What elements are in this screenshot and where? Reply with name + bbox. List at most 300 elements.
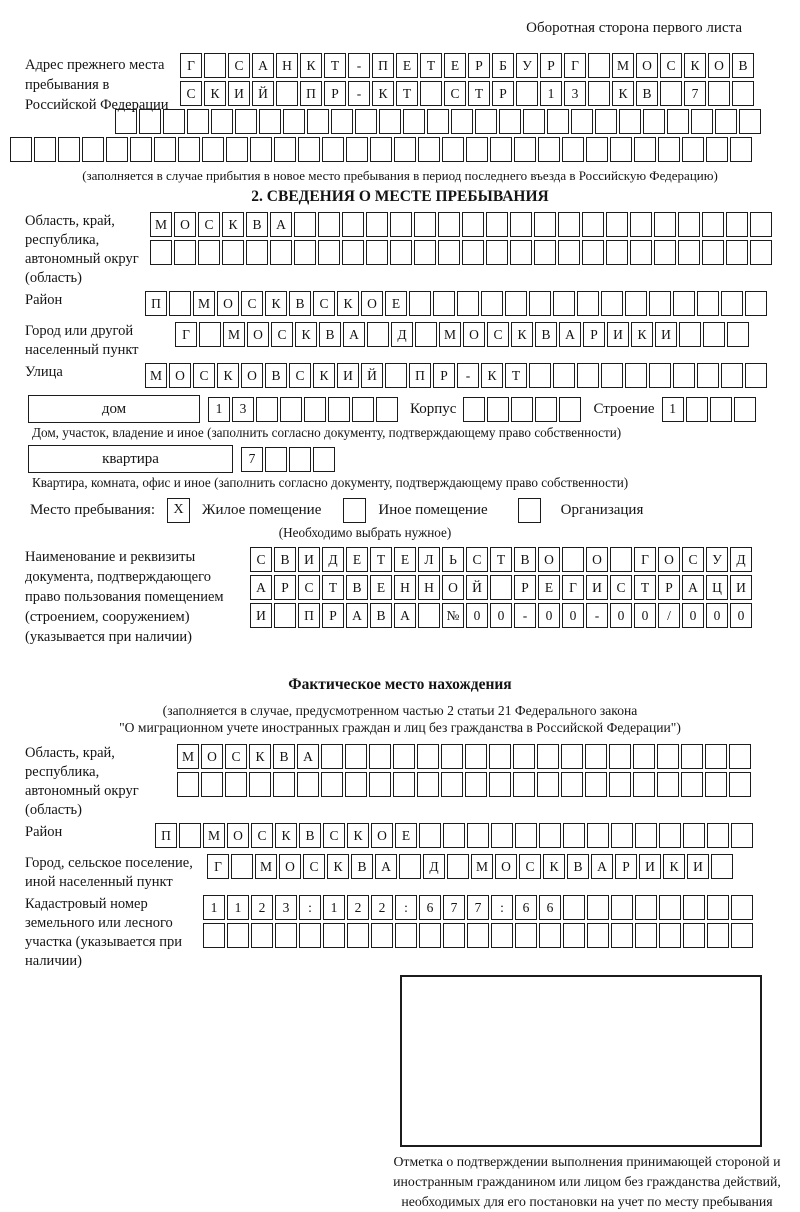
char-cell: В bbox=[346, 575, 368, 600]
char-cell bbox=[438, 240, 460, 265]
char-cell: № bbox=[442, 603, 464, 628]
char-cell: С bbox=[682, 547, 704, 572]
char-cell bbox=[697, 363, 719, 388]
char-cell: Р bbox=[468, 53, 490, 78]
char-cell bbox=[586, 137, 608, 162]
char-cell: 1 bbox=[540, 81, 562, 106]
char-cell bbox=[251, 923, 273, 948]
char-cell bbox=[659, 823, 681, 848]
char-cell bbox=[515, 923, 537, 948]
char-cell: Р bbox=[324, 81, 346, 106]
char-cell: 7 bbox=[241, 447, 263, 472]
char-cell bbox=[318, 212, 340, 237]
stay-type-row bbox=[30, 497, 800, 523]
char-cell: П bbox=[409, 363, 431, 388]
char-cell: И bbox=[250, 603, 272, 628]
char-cell bbox=[611, 823, 633, 848]
char-cell: К bbox=[313, 363, 335, 388]
char-cell bbox=[499, 109, 521, 134]
char-cell bbox=[609, 744, 631, 769]
actual-location-note-2: "О миграционном учете иностранных граждан и лиц без гражданства в Российской Федерации") bbox=[119, 720, 681, 735]
previous-address-row-4 bbox=[10, 137, 800, 162]
char-cell bbox=[307, 109, 329, 134]
korpus-cells bbox=[463, 397, 583, 422]
char-cell bbox=[619, 109, 641, 134]
cadastre-label: Кадастровый номер земельного или лесного участка (указывается при наличии) bbox=[25, 896, 182, 969]
char-cell bbox=[601, 363, 623, 388]
char-cell bbox=[370, 137, 392, 162]
char-cell bbox=[390, 240, 412, 265]
char-cell bbox=[441, 772, 463, 797]
char-cell: Е bbox=[395, 823, 417, 848]
char-cell: Т bbox=[324, 53, 346, 78]
char-cell bbox=[420, 81, 442, 106]
char-cell bbox=[371, 923, 393, 948]
cadastre-row-2 bbox=[203, 923, 755, 948]
char-cell: 0 bbox=[562, 603, 584, 628]
char-cell bbox=[414, 212, 436, 237]
char-cell bbox=[490, 137, 512, 162]
char-cell bbox=[231, 854, 253, 879]
char-cell bbox=[226, 137, 248, 162]
char-cell: В bbox=[265, 363, 287, 388]
char-cell bbox=[702, 212, 724, 237]
char-cell bbox=[505, 291, 527, 316]
char-cell bbox=[177, 772, 199, 797]
char-cell bbox=[395, 923, 417, 948]
char-cell: К bbox=[511, 322, 533, 347]
char-cell bbox=[318, 240, 340, 265]
char-cell: В bbox=[246, 212, 268, 237]
char-cell: : bbox=[299, 895, 321, 920]
char-cell bbox=[10, 137, 32, 162]
char-cell bbox=[265, 447, 287, 472]
char-cell bbox=[487, 397, 509, 422]
char-cell bbox=[256, 397, 278, 422]
char-cell bbox=[297, 772, 319, 797]
char-cell bbox=[660, 81, 682, 106]
char-cell bbox=[376, 397, 398, 422]
house-number-cells bbox=[208, 397, 400, 422]
char-cell bbox=[467, 823, 489, 848]
char-cell: Й bbox=[252, 81, 274, 106]
char-cell: Г bbox=[175, 322, 197, 347]
char-cell bbox=[342, 212, 364, 237]
char-cell: Ц bbox=[706, 575, 728, 600]
char-cell: 2 bbox=[251, 895, 273, 920]
char-cell bbox=[582, 240, 604, 265]
char-cell bbox=[601, 291, 623, 316]
char-cell: М bbox=[145, 363, 167, 388]
char-cell: О bbox=[586, 547, 608, 572]
char-cell: О bbox=[241, 363, 263, 388]
char-cell bbox=[82, 137, 104, 162]
char-cell: Е bbox=[394, 547, 416, 572]
region-field bbox=[0, 212, 800, 288]
house-note: Дом, участок, владение и иное (заполнить согласно документу, подтверждающему право собственности) bbox=[32, 425, 622, 440]
char-cell bbox=[726, 240, 748, 265]
actual-location-title: Фактическое место нахождения bbox=[288, 676, 512, 693]
char-cell: Г bbox=[562, 575, 584, 600]
char-cell: С bbox=[444, 81, 466, 106]
char-cell: В bbox=[732, 53, 754, 78]
document-row-3 bbox=[250, 603, 800, 628]
char-cell bbox=[294, 240, 316, 265]
char-cell bbox=[649, 291, 671, 316]
char-cell: О bbox=[538, 547, 560, 572]
char-cell bbox=[313, 447, 335, 472]
previous-address-row-2 bbox=[180, 81, 800, 106]
char-cell bbox=[561, 744, 583, 769]
char-cell: С bbox=[180, 81, 202, 106]
char-cell: О bbox=[201, 744, 223, 769]
char-cell: 7 bbox=[684, 81, 706, 106]
char-cell: Р bbox=[274, 575, 296, 600]
char-cell bbox=[730, 137, 752, 162]
char-cell: К bbox=[265, 291, 287, 316]
actual-city-label: Город, сельское поселение, иной населенный пункт bbox=[25, 855, 193, 890]
char-cell bbox=[418, 603, 440, 628]
char-cell bbox=[390, 212, 412, 237]
char-cell bbox=[419, 923, 441, 948]
apartment-cells bbox=[241, 447, 337, 472]
char-cell: О bbox=[636, 53, 658, 78]
char-cell bbox=[630, 212, 652, 237]
char-cell bbox=[562, 547, 584, 572]
char-cell bbox=[585, 744, 607, 769]
char-cell bbox=[726, 212, 748, 237]
char-cell bbox=[465, 744, 487, 769]
char-cell bbox=[523, 109, 545, 134]
char-cell bbox=[321, 744, 343, 769]
char-cell: М bbox=[255, 854, 277, 879]
region-row-1 bbox=[150, 212, 774, 237]
char-cell: 6 bbox=[539, 895, 561, 920]
char-cell: Р bbox=[433, 363, 455, 388]
char-cell bbox=[342, 240, 364, 265]
char-cell bbox=[711, 854, 733, 879]
char-cell bbox=[225, 772, 247, 797]
char-cell: С bbox=[271, 322, 293, 347]
char-cell bbox=[345, 744, 367, 769]
city-field bbox=[0, 322, 800, 360]
char-cell: М bbox=[177, 744, 199, 769]
char-cell bbox=[588, 81, 610, 106]
char-cell bbox=[657, 744, 679, 769]
char-cell bbox=[727, 322, 749, 347]
apartment-labelbox: квартира bbox=[28, 445, 233, 473]
stay-type-checkbox-organization bbox=[518, 498, 541, 523]
char-cell: 0 bbox=[706, 603, 728, 628]
char-cell: : bbox=[491, 895, 513, 920]
stay-type-label: Место пребывания: bbox=[30, 501, 155, 518]
char-cell: В bbox=[535, 322, 557, 347]
previous-address-block bbox=[0, 53, 800, 167]
char-cell bbox=[587, 923, 609, 948]
document-row-2 bbox=[250, 575, 800, 600]
char-cell: С bbox=[228, 53, 250, 78]
char-cell: И bbox=[607, 322, 629, 347]
char-cell: В bbox=[514, 547, 536, 572]
char-cell: С bbox=[289, 363, 311, 388]
char-cell bbox=[643, 109, 665, 134]
char-cell: Е bbox=[385, 291, 407, 316]
char-cell bbox=[355, 109, 377, 134]
char-cell bbox=[250, 137, 272, 162]
char-cell bbox=[394, 137, 416, 162]
char-cell bbox=[486, 212, 508, 237]
char-cell bbox=[633, 744, 655, 769]
char-cell: 2 bbox=[371, 895, 393, 920]
char-cell bbox=[609, 772, 631, 797]
stay-type-checkbox-residential: X bbox=[167, 498, 190, 523]
char-cell: П bbox=[145, 291, 167, 316]
char-cell: О bbox=[463, 322, 485, 347]
char-cell bbox=[697, 291, 719, 316]
char-cell bbox=[731, 823, 753, 848]
char-cell: В bbox=[319, 322, 341, 347]
char-cell bbox=[745, 363, 767, 388]
document-label: Наименование и реквизиты документа, подтверждающего право пользования помещением (строением, сооружением) (указывается при наличии) bbox=[25, 549, 224, 645]
stay-type-note: (Необходимо выбрать нужное) bbox=[278, 525, 452, 540]
char-cell bbox=[649, 363, 671, 388]
char-cell bbox=[187, 109, 209, 134]
char-cell bbox=[491, 823, 513, 848]
char-cell bbox=[610, 137, 632, 162]
apartment-row bbox=[28, 445, 800, 473]
char-cell: - bbox=[348, 81, 370, 106]
char-cell bbox=[475, 109, 497, 134]
char-cell: К bbox=[481, 363, 503, 388]
char-cell bbox=[558, 212, 580, 237]
char-cell bbox=[34, 137, 56, 162]
char-cell: М bbox=[612, 53, 634, 78]
char-cell: А bbox=[682, 575, 704, 600]
char-cell bbox=[280, 397, 302, 422]
char-cell: К bbox=[217, 363, 239, 388]
char-cell: М bbox=[471, 854, 493, 879]
char-cell bbox=[705, 772, 727, 797]
char-cell bbox=[678, 240, 700, 265]
char-cell: К bbox=[249, 744, 271, 769]
confirmation-mark-caption: Отметка о подтверждении выполнения принимающей стороной и иностранным гражданином или лицом без гражданства действий, необходимых для его постановки на учет по месту пребывания bbox=[393, 1154, 781, 1209]
char-cell: Т bbox=[370, 547, 392, 572]
char-cell: А bbox=[591, 854, 613, 879]
char-cell bbox=[515, 823, 537, 848]
char-cell: В bbox=[370, 603, 392, 628]
char-cell bbox=[658, 137, 680, 162]
char-cell: Б bbox=[492, 53, 514, 78]
char-cell: 1 bbox=[208, 397, 230, 422]
char-cell bbox=[298, 137, 320, 162]
char-cell: Д bbox=[391, 322, 413, 347]
char-cell bbox=[537, 772, 559, 797]
char-cell: Т bbox=[322, 575, 344, 600]
char-cell: П bbox=[372, 53, 394, 78]
actual-city-field bbox=[0, 854, 800, 892]
char-cell bbox=[514, 137, 536, 162]
char-cell bbox=[323, 923, 345, 948]
actual-district-field bbox=[0, 823, 800, 851]
cadastre-row-1 bbox=[203, 895, 755, 920]
char-cell bbox=[750, 212, 772, 237]
char-cell bbox=[409, 291, 431, 316]
char-cell: 3 bbox=[275, 895, 297, 920]
char-cell bbox=[625, 291, 647, 316]
char-cell: Р bbox=[583, 322, 605, 347]
char-cell bbox=[705, 744, 727, 769]
char-cell: В bbox=[299, 823, 321, 848]
char-cell bbox=[490, 575, 512, 600]
char-cell: И bbox=[639, 854, 661, 879]
char-cell: Т bbox=[468, 81, 490, 106]
char-cell: П bbox=[298, 603, 320, 628]
char-cell bbox=[721, 291, 743, 316]
char-cell bbox=[106, 137, 128, 162]
char-cell: 0 bbox=[610, 603, 632, 628]
char-cell bbox=[299, 923, 321, 948]
char-cell bbox=[489, 772, 511, 797]
char-cell bbox=[447, 854, 469, 879]
char-cell bbox=[707, 895, 729, 920]
char-cell bbox=[367, 322, 389, 347]
char-cell: Л bbox=[418, 547, 440, 572]
char-cell: Д bbox=[322, 547, 344, 572]
char-cell bbox=[204, 53, 226, 78]
house-labelbox: дом bbox=[28, 395, 200, 423]
char-cell: Е bbox=[444, 53, 466, 78]
char-cell: О bbox=[495, 854, 517, 879]
district-row bbox=[145, 291, 769, 316]
char-cell: И bbox=[337, 363, 359, 388]
char-cell bbox=[553, 363, 575, 388]
street-row bbox=[145, 363, 769, 388]
char-cell: 1 bbox=[323, 895, 345, 920]
char-cell: Ь bbox=[442, 547, 464, 572]
char-cell: 1 bbox=[662, 397, 684, 422]
char-cell bbox=[673, 291, 695, 316]
char-cell: Е bbox=[370, 575, 392, 600]
city-row bbox=[175, 322, 751, 347]
char-cell bbox=[659, 923, 681, 948]
section2-title: 2. СВЕДЕНИЯ О МЕСТЕ ПРЕБЫВАНИЯ bbox=[251, 188, 549, 205]
char-cell: В bbox=[567, 854, 589, 879]
char-cell bbox=[403, 109, 425, 134]
char-cell bbox=[203, 923, 225, 948]
char-cell bbox=[249, 772, 271, 797]
char-cell: Д bbox=[730, 547, 752, 572]
char-cell: 0 bbox=[538, 603, 560, 628]
cadastre-field bbox=[0, 895, 800, 971]
char-cell: М bbox=[150, 212, 172, 237]
char-cell bbox=[415, 322, 437, 347]
char-cell bbox=[457, 291, 479, 316]
char-cell bbox=[739, 109, 761, 134]
char-cell bbox=[259, 109, 281, 134]
char-cell: 1 bbox=[203, 895, 225, 920]
char-cell: М bbox=[193, 291, 215, 316]
char-cell bbox=[750, 240, 772, 265]
char-cell: Т bbox=[420, 53, 442, 78]
char-cell: С bbox=[193, 363, 215, 388]
char-cell bbox=[462, 240, 484, 265]
actual-region-row-2 bbox=[177, 772, 753, 797]
char-cell bbox=[379, 109, 401, 134]
char-cell bbox=[659, 895, 681, 920]
actual-district-label: Район bbox=[25, 824, 63, 840]
char-cell bbox=[634, 137, 656, 162]
actual-district-row bbox=[155, 823, 755, 848]
char-cell bbox=[438, 212, 460, 237]
char-cell bbox=[745, 291, 767, 316]
char-cell: Й bbox=[466, 575, 488, 600]
char-cell bbox=[571, 109, 593, 134]
char-cell bbox=[635, 823, 657, 848]
char-cell: К bbox=[275, 823, 297, 848]
char-cell bbox=[150, 240, 172, 265]
char-cell bbox=[513, 772, 535, 797]
char-cell: 3 bbox=[564, 81, 586, 106]
char-cell: О bbox=[371, 823, 393, 848]
char-cell: А bbox=[346, 603, 368, 628]
char-cell bbox=[539, 823, 561, 848]
actual-region-field bbox=[0, 744, 800, 820]
char-cell: М bbox=[203, 823, 225, 848]
char-cell: К bbox=[300, 53, 322, 78]
char-cell: О bbox=[708, 53, 730, 78]
char-cell: В bbox=[289, 291, 311, 316]
char-cell: - bbox=[514, 603, 536, 628]
char-cell bbox=[610, 547, 632, 572]
char-cell: О bbox=[658, 547, 680, 572]
char-cell bbox=[443, 923, 465, 948]
char-cell: Р bbox=[492, 81, 514, 106]
char-cell: К bbox=[337, 291, 359, 316]
char-cell bbox=[729, 744, 751, 769]
char-cell: Т bbox=[634, 575, 656, 600]
char-cell: 6 bbox=[419, 895, 441, 920]
char-cell bbox=[588, 53, 610, 78]
char-cell: В bbox=[273, 744, 295, 769]
char-cell bbox=[178, 137, 200, 162]
char-cell: М bbox=[223, 322, 245, 347]
char-cell: К bbox=[295, 322, 317, 347]
char-cell bbox=[606, 240, 628, 265]
char-cell bbox=[561, 772, 583, 797]
char-cell: А bbox=[270, 212, 292, 237]
char-cell bbox=[345, 772, 367, 797]
char-cell bbox=[433, 291, 455, 316]
char-cell bbox=[467, 923, 489, 948]
char-cell bbox=[611, 923, 633, 948]
char-cell: И bbox=[298, 547, 320, 572]
char-cell bbox=[529, 291, 551, 316]
char-cell bbox=[283, 109, 305, 134]
char-cell bbox=[276, 81, 298, 106]
char-cell bbox=[710, 397, 732, 422]
char-cell bbox=[201, 772, 223, 797]
char-cell: Р bbox=[322, 603, 344, 628]
char-cell: С bbox=[303, 854, 325, 879]
char-cell bbox=[442, 137, 464, 162]
char-cell: 2 bbox=[347, 895, 369, 920]
char-cell bbox=[703, 322, 725, 347]
char-cell: 6 bbox=[515, 895, 537, 920]
char-cell: Р bbox=[658, 575, 680, 600]
char-cell bbox=[731, 895, 753, 920]
district-label: Район bbox=[25, 292, 63, 308]
stay-type-option-other: Иное помещение bbox=[378, 501, 488, 518]
